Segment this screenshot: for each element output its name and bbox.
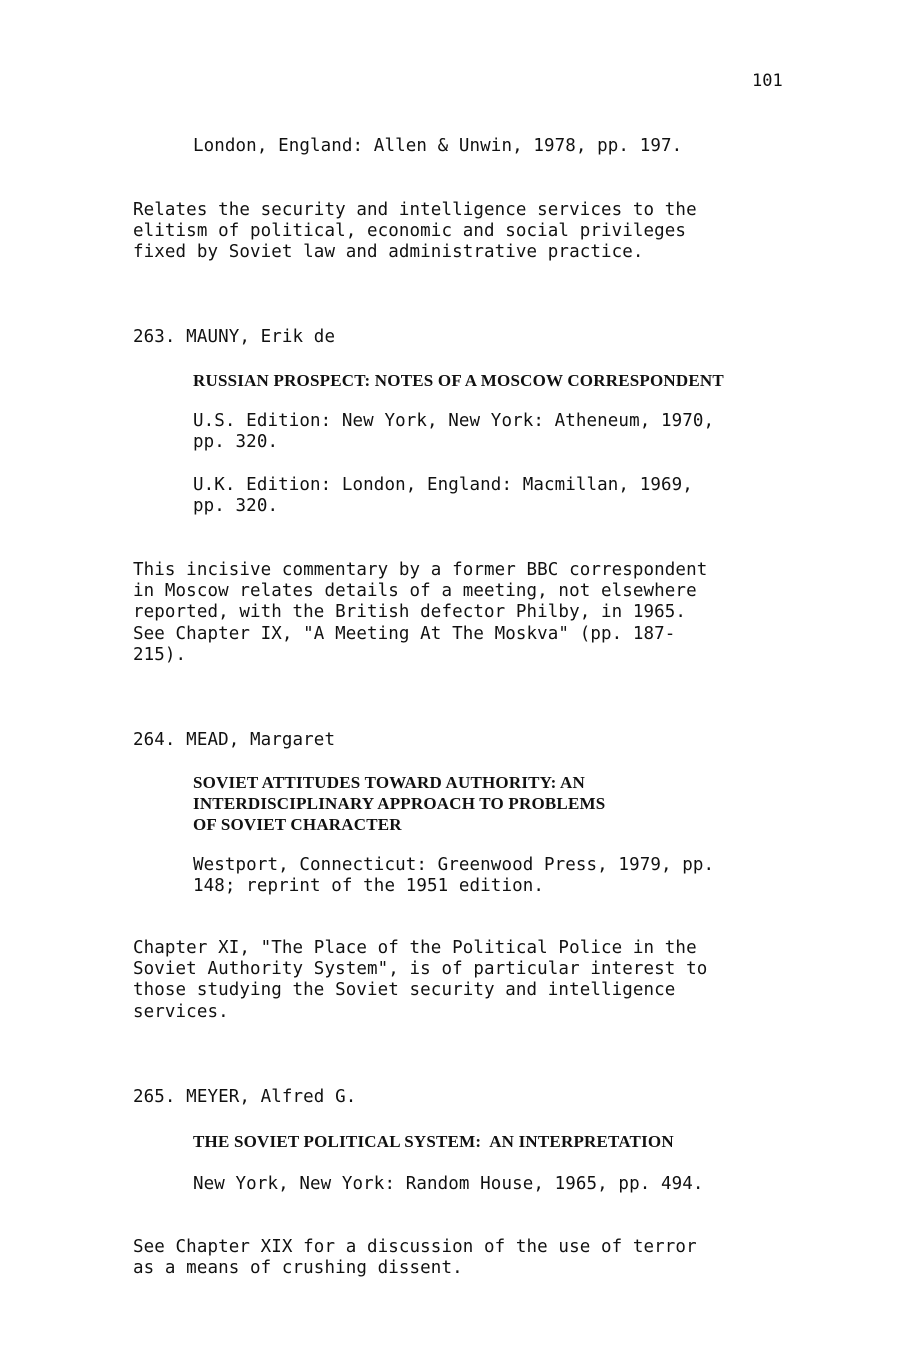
book-title: SOVIET ATTITUDES TOWARD AUTHORITY: AN bbox=[193, 773, 585, 792]
book-title: RUSSIAN PROSPECT: NOTES OF A MOSCOW CORRESPONDENT bbox=[193, 371, 724, 390]
annotation-line: See Chapter XIX for a discussion of the use of terror bbox=[133, 1237, 697, 1257]
annotation-line: This incisive commentary by a former BBC correspondent bbox=[133, 560, 708, 580]
annotation-line: 215). bbox=[133, 645, 187, 665]
publication-line: U.K. Edition: London, England: Macmillan, 1969, bbox=[193, 475, 693, 495]
publication-line: pp. 320. bbox=[193, 432, 279, 452]
annotation-line: fixed by Soviet law and administrative practice. bbox=[133, 242, 644, 262]
publication-line: New York, New York: Random House, 1965, pp. 494. bbox=[193, 1174, 704, 1194]
annotation-line: services. bbox=[133, 1002, 229, 1022]
entry-heading: 263. MAUNY, Erik de bbox=[133, 327, 336, 347]
annotation-line: elitism of political, economic and social privileges bbox=[133, 221, 687, 241]
book-title: OF SOVIET CHARACTER bbox=[193, 815, 402, 834]
book-title: THE SOVIET POLITICAL SYSTEM: AN INTERPRETATION bbox=[193, 1132, 674, 1151]
entry-heading: 265. MEYER, Alfred G. bbox=[133, 1087, 357, 1107]
annotation-line: Chapter XI, "The Place of the Political Police in the bbox=[133, 938, 697, 958]
annotation-line: Relates the security and intelligence services to the bbox=[133, 200, 697, 220]
publication-line: pp. 320. bbox=[193, 496, 279, 516]
book-title: INTERDISCIPLINARY APPROACH TO PROBLEMS bbox=[193, 794, 606, 813]
annotation-line: in Moscow relates details of a meeting, not elsewhere bbox=[133, 581, 697, 601]
annotation-line: as a means of crushing dissent. bbox=[133, 1258, 463, 1278]
publication-line: London, England: Allen & Unwin, 1978, pp. 197. bbox=[193, 136, 683, 156]
publication-line: U.S. Edition: New York, New York: Atheneum, 1970, bbox=[193, 411, 715, 431]
annotation-line: Soviet Authority System", is of particular interest to bbox=[133, 959, 708, 979]
annotation-line: See Chapter IX, "A Meeting At The Moskva" (pp. 187- bbox=[133, 624, 676, 644]
publication-line: Westport, Connecticut: Greenwood Press, 1979, pp. bbox=[193, 855, 715, 875]
publication-line: 148; reprint of the 1951 edition. bbox=[193, 876, 544, 896]
page-number: 101 bbox=[752, 71, 783, 91]
entry-heading: 264. MEAD, Margaret bbox=[133, 730, 336, 750]
annotation-line: reported, with the British defector Philby, in 1965. bbox=[133, 602, 687, 622]
annotation-line: those studying the Soviet security and intelligence bbox=[133, 980, 676, 1000]
